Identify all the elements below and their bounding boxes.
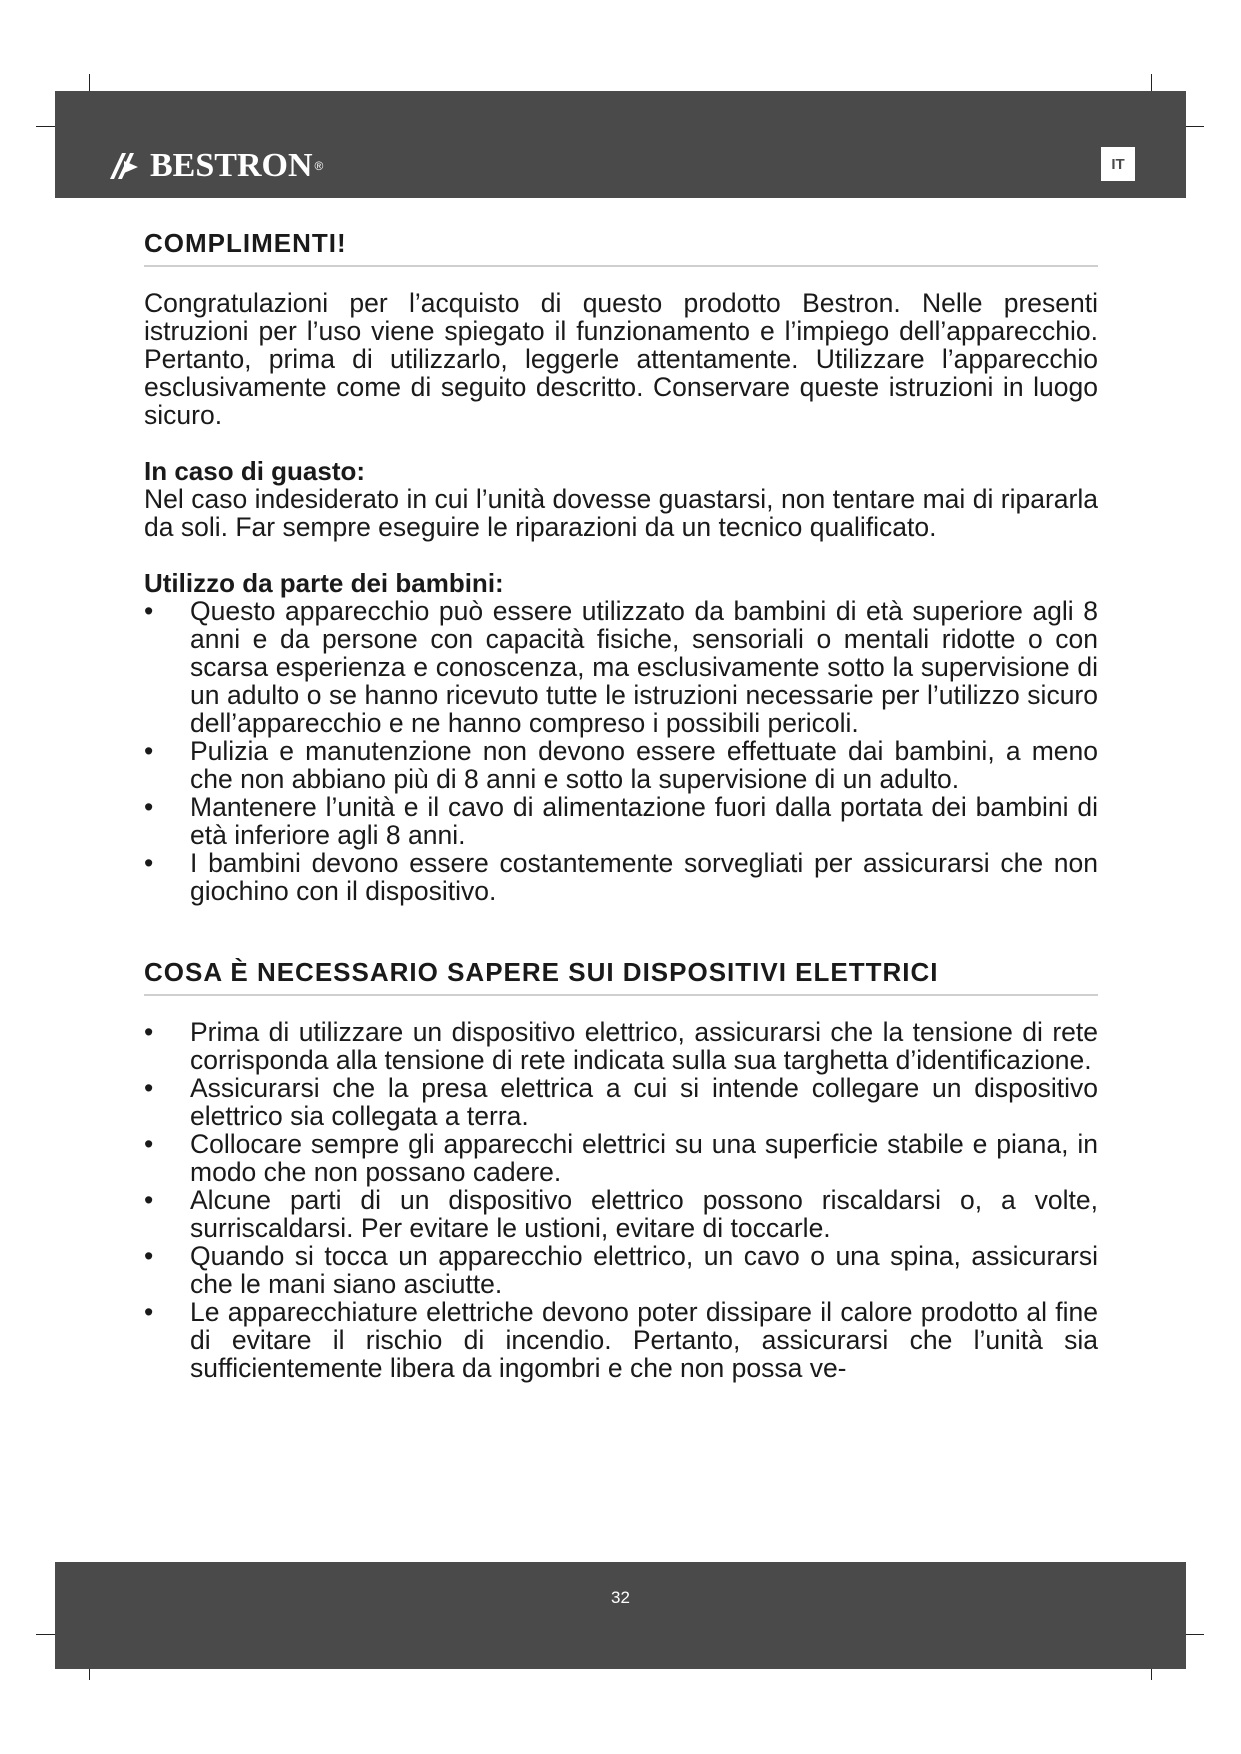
intro-paragraph: Congratulazioni per l’acquisto di questo prodotto Bestron. Nelle presenti istruzioni per l’uso viene spiegato il funzionamento e l’impiego dell’apparecchio. Pertanto, prima di utilizzarlo, leggerle attentamente. Utilizzare l’apparecchio esclusivamente come di seguito descritto. Conservare queste istruzioni in luogo sicuro. — [144, 288, 1098, 430]
list-item: • Pulizia e manutenzione non devono essere effettuate dai bambini, a meno che non abbiano più di 8 anni e sotto la supervisione di un adulto. — [144, 736, 1098, 794]
elettrici-list — [144, 1018, 1098, 1382]
list-item: • Le apparecchiature elettriche devono poter dissipare il calore prodotto al fine di evitare il rischio di incendio. Pertanto, assicurarsi che l’unità sia sufficientemente libera da ingombri e che non possa ve- — [144, 1297, 1098, 1383]
list-item: • Alcune parti di un dispositivo elettrico possono riscaldarsi o, a volte, surriscaldarsi. Per evitare le ustioni, evitare di toccarle. — [144, 1185, 1098, 1243]
footer-bar — [55, 1562, 1186, 1669]
bullet-icon: • — [144, 1017, 154, 1047]
list-item: • Assicurarsi che la presa elettrica a cui si intende collegare un dispositivo elettrico sia collegata a terra. — [144, 1073, 1098, 1131]
bullet-icon: • — [144, 1129, 154, 1159]
list-item: • Mantenere l’unità e il cavo di alimentazione fuori dalla portata dei bambini di età inferiore agli 8 anni. — [144, 792, 1098, 850]
registered-mark: ® — [314, 159, 324, 173]
list-item: • Collocare sempre gli apparecchi elettrici su una superficie stabile e piana, in modo che non possano cadere. — [144, 1129, 1098, 1187]
guasto-paragraph: Nel caso indesiderato in cui l’unità dovesse guastarsi, non tentare mai di ripararla da soli. Far sempre eseguire le riparazioni da un tecnico qualificato. — [144, 484, 1098, 542]
bullet-icon: • — [144, 736, 154, 766]
bullet-icon: • — [144, 1297, 154, 1327]
bullet-icon: • — [144, 1185, 154, 1215]
page-content — [144, 228, 1098, 1382]
list-item: • Questo apparecchio può essere utilizzato da bambini di età superiore agli 8 anni e da persone con capacità fisiche, sensoriali o mentali ridotte o con scarsa esperienza e conoscenza, ma esclusivamente sotto la supervisione di un adulto o se hanno ricevuto tutte le istruzioni necessarie per l’utilizzo sicuro dell’apparecchio e ne hanno compreso i possibili pericoli. — [144, 596, 1098, 738]
bambini-list — [144, 597, 1098, 905]
bambini-heading: Utilizzo da parte dei bambini: — [144, 568, 504, 598]
bullet-icon: • — [144, 848, 154, 878]
bullet-icon: • — [144, 1073, 154, 1103]
page-number: 32 — [611, 1588, 630, 1607]
list-item: • Prima di utilizzare un dispositivo elettrico, assicurarsi che la tensione di rete corrisponda alla tensione di rete indicata sulla sua targhetta d’identificazione. — [144, 1017, 1098, 1075]
brand-logo — [108, 146, 323, 186]
guasto-heading: In caso di guasto: — [144, 456, 366, 486]
bullet-icon: • — [144, 1241, 154, 1271]
section-title-elettrici: COSA È NECESSARIO SAPERE SUI DISPOSITIVI ELETTRICI — [144, 957, 1098, 996]
bullet-icon: • — [144, 792, 154, 822]
list-item: • I bambini devono essere costantemente sorvegliati per assicurarsi che non giochino con il dispositivo. — [144, 848, 1098, 906]
section-title-complimenti: COMPLIMENTI! — [144, 228, 1098, 267]
language-badge: IT — [1101, 147, 1135, 181]
list-item: • Quando si tocca un apparecchio elettrico, un cavo o una spina, assicurarsi che le mani siano asciutte. — [144, 1241, 1098, 1299]
bestron-chevron-icon — [108, 149, 142, 183]
bullet-icon: • — [144, 596, 154, 626]
brand-name: BESTRON — [150, 147, 313, 184]
